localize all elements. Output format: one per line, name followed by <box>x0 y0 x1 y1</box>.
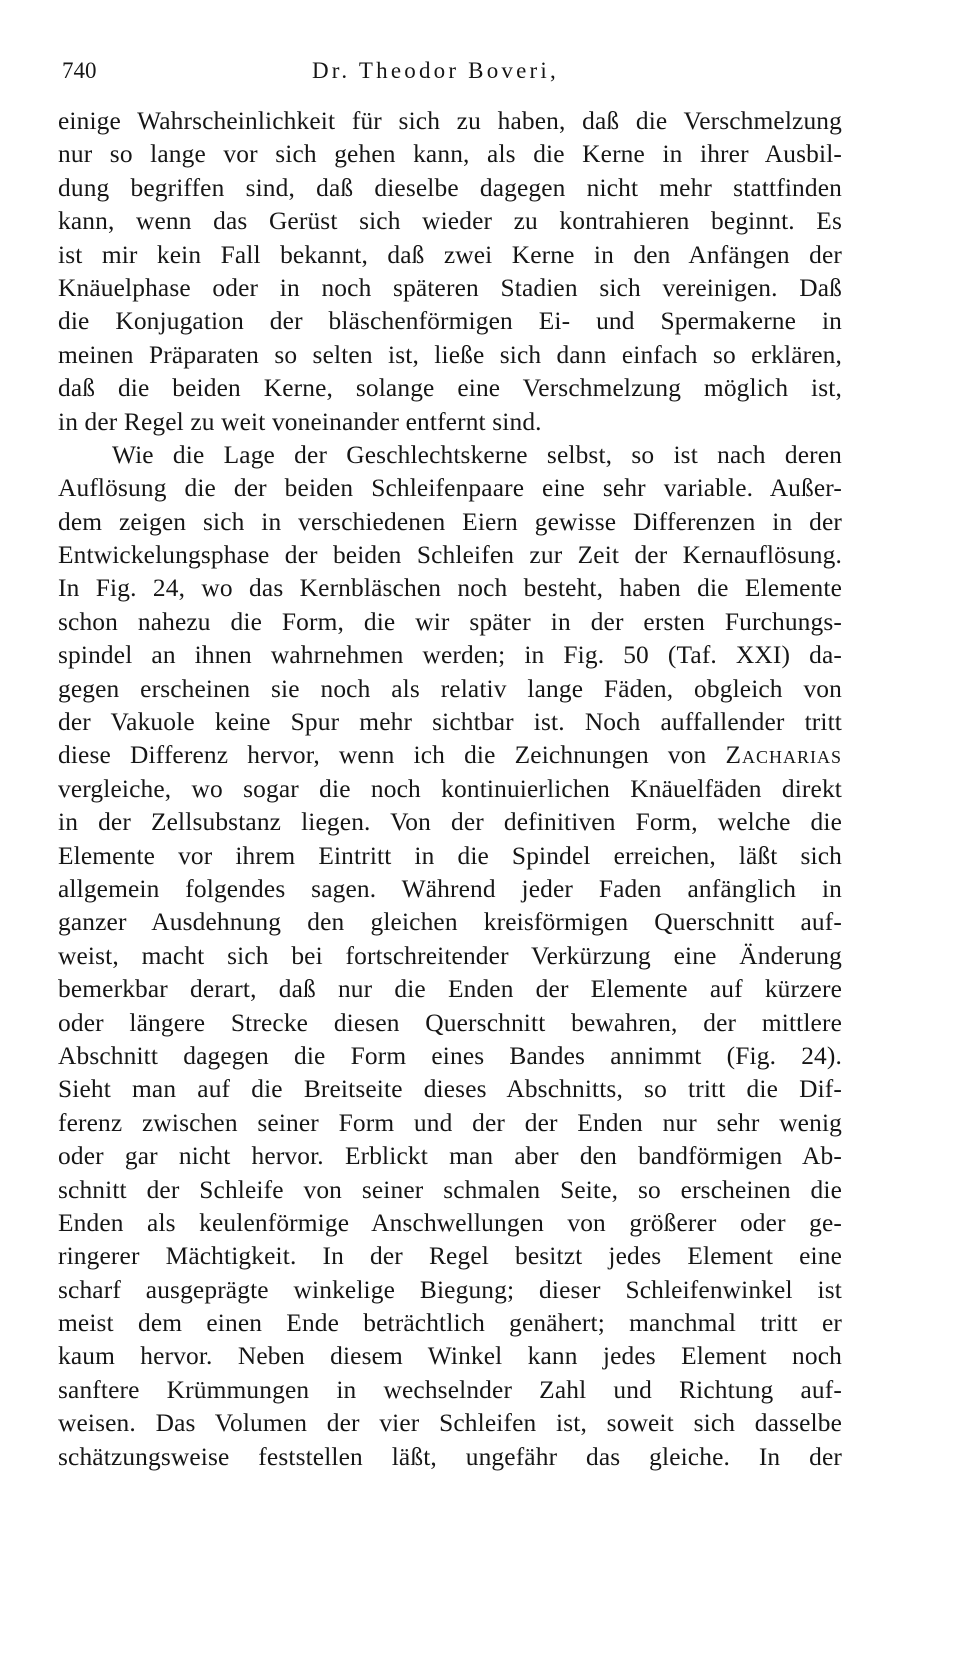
text-line: allgemein folgendes sagen. Während jeder Faden anfänglich in <box>58 874 842 903</box>
text-line: schnitt der Schleife von seiner schmalen Seite, so erscheinen die <box>58 1175 842 1204</box>
text-line: Abschnitt dagegen die Form eines Bandes annimmt (Fig. 24). <box>58 1041 842 1070</box>
text-line: daß die beiden Kerne, solange eine Verschmelzung möglich ist, <box>58 374 842 403</box>
text-line: Auflösung die der beiden Schleifenpaare eine sehr variable. Außer- <box>58 474 842 503</box>
text-line: oder gar nicht hervor. Erblickt man aber den bandförmigen Ab- <box>58 1142 842 1171</box>
text-line: Elemente vor ihrem Eintritt in die Spindel erreichen, läßt sich <box>58 841 842 870</box>
text-line: kann, wenn das Gerüst sich wieder zu kontrahieren beginnt. Es <box>58 207 842 236</box>
text-line: Sieht man auf die Breitseite dieses Abschnitts, so tritt die Dif- <box>58 1075 842 1104</box>
running-head: Dr. Theodor Boveri, <box>312 58 559 83</box>
text-line: sanftere Krümmungen in wechselnder Zahl und Richtung auf- <box>58 1375 842 1404</box>
text-line: vergleiche, wo sogar die noch kontinuierlichen Knäuelfäden direkt <box>58 774 842 803</box>
body-text <box>58 105 842 1474</box>
text-line: spindel an ihnen wahrnehmen werden; in Fig. 50 (Taf. XXI) da- <box>58 641 842 670</box>
text-line: Knäuelphase oder in noch späteren Stadien sich vereinigen. Daß <box>58 273 842 302</box>
text-line: schätzungsweise feststellen läßt, ungefähr das gleiche. In der <box>58 1442 842 1471</box>
text-line: dem zeigen sich in verschiedenen Eiern gewisse Differenzen in der <box>58 507 842 536</box>
text-line: ist mir kein Fall bekannt, daß zwei Kerne in den Anfängen der <box>58 240 842 269</box>
paragraph-2 <box>58 439 842 1474</box>
text-line: weist, macht sich bei fortschreitender Verkürzung eine Änderung <box>58 941 842 970</box>
text-line: oder längere Strecke diesen Querschnitt bewahren, der mittlere <box>58 1008 842 1037</box>
text-line: nur so lange vor sich gehen kann, als die Kerne in ihrer Ausbil- <box>58 140 842 169</box>
text-line-segment: diese Differenz hervor, wenn ich die Zeichnungen von <box>58 741 707 770</box>
text-line: meist dem einen Ende beträchtlich genähert; manchmal tritt er <box>58 1309 842 1338</box>
text-line: der Vakuole keine Spur mehr sichtbar ist. Noch auffallender tritt <box>58 708 842 737</box>
text-line-with-citation <box>58 739 842 772</box>
text-line: in der Zellsubstanz liegen. Von der definitiven Form, welche die <box>58 808 842 837</box>
paragraph-1 <box>58 105 842 439</box>
text-line: schon nahezu die Form, die wir später in der ersten Furchungs- <box>58 607 842 636</box>
text-line: Enden als keulenförmige Anschwellungen von größerer oder ge- <box>58 1208 842 1237</box>
text-line: Entwickelungsphase der beiden Schleifen zur Zeit der Kernauflösung. <box>58 541 842 570</box>
text-line: meinen Präparaten so selten ist, ließe sich dann einfach so erklären, <box>58 340 842 369</box>
text-line: kaum hervor. Neben diesem Winkel kann jedes Element noch <box>58 1342 842 1371</box>
text-line: in der Regel zu weit voneinander entfernt sind. <box>58 407 542 436</box>
text-line: dung begriffen sind, daß dieselbe dagegen nicht mehr stattfinden <box>58 173 842 202</box>
text-line: gegen erscheinen sie noch als relativ lange Fäden, obgleich von <box>58 674 842 703</box>
text-line: einige Wahrscheinlichkeit für sich zu haben, daß die Verschmelzung <box>58 107 842 135</box>
page-number: 740 <box>62 58 97 83</box>
text-line: weisen. Das Volumen der vier Schleifen ist, soweit sich dasselbe <box>58 1409 842 1438</box>
text-line: ganzer Ausdehnung den gleichen kreisförmigen Querschnitt auf- <box>58 908 842 937</box>
text-line: In Fig. 24, wo das Kernbläschen noch besteht, haben die Elemente <box>58 574 842 603</box>
text-line: Wie die Lage der Geschlechtskerne selbst, so ist nach deren <box>112 440 842 469</box>
text-line: bemerkbar derart, daß nur die Enden der Elemente auf kürzere <box>58 975 842 1004</box>
text-line: ferenz zwischen seiner Form und der der Enden nur sehr wenig <box>58 1108 842 1137</box>
text-line: die Konjugation der bläschenförmigen Ei- und Spermakerne in <box>58 307 842 336</box>
text-line: scharf ausgeprägte winkelige Biegung; dieser Schleifenwinkel ist <box>58 1275 842 1304</box>
page-header <box>62 58 652 92</box>
cited-author: Zacharias <box>725 741 842 770</box>
text-line: ringerer Mächtigkeit. In der Regel besitzt jedes Element eine <box>58 1242 842 1271</box>
